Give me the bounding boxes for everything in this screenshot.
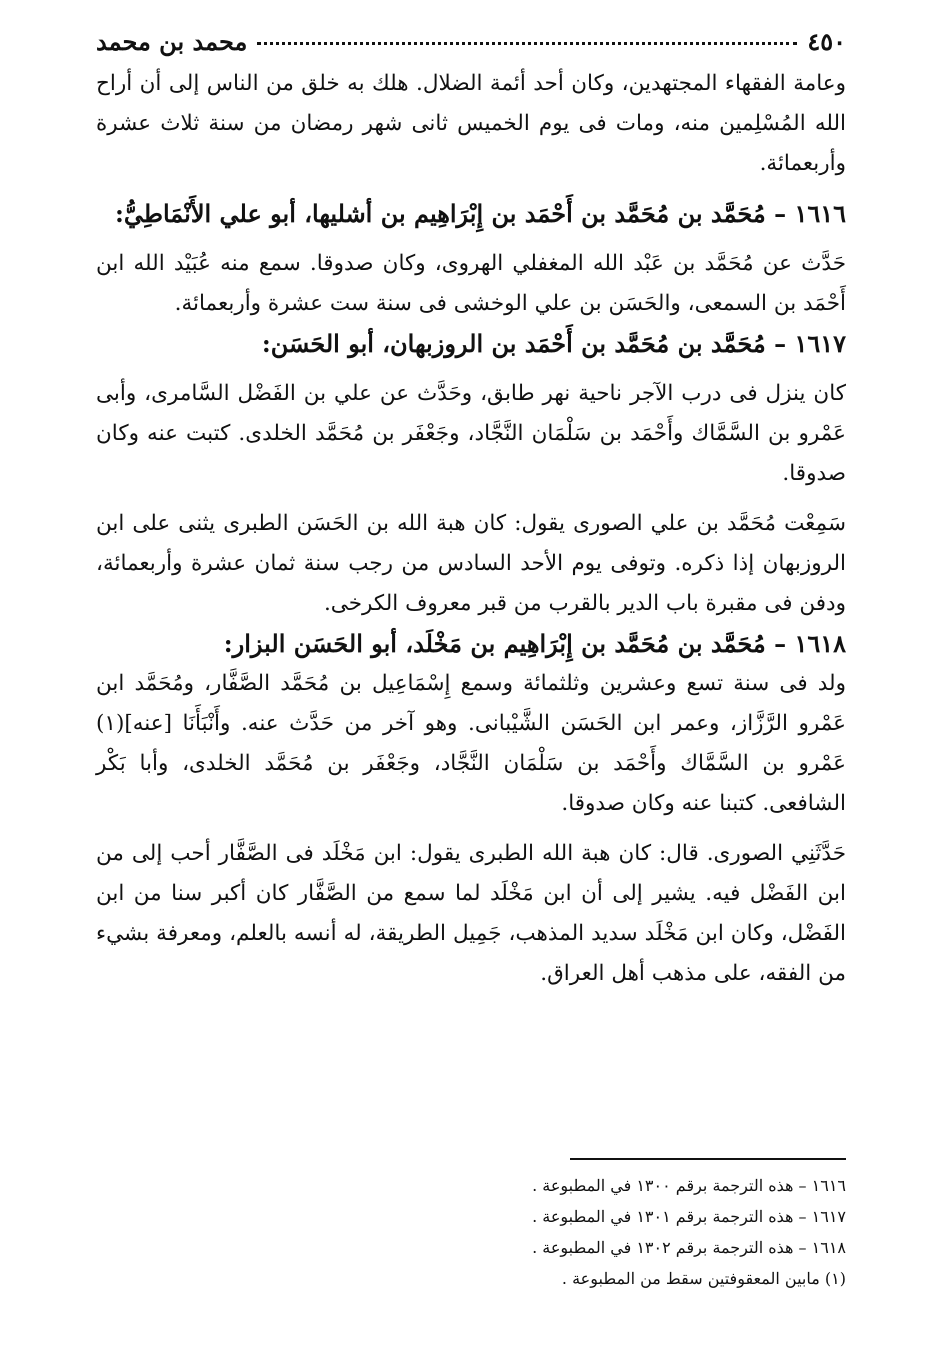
page-number: ٤٥٠ xyxy=(807,26,846,56)
footnote-line: ١٦١٨ – هذه الترجمة برقم ١٣٠٢ في المطبوعة . xyxy=(532,1238,846,1257)
entry-title: ١٦١٦ – مُحَمَّد بن مُحَمَّد بن أَحْمَد بن إِبْرَاهِيم بن أشليها، أبو علي الأَنْمَاطِيُّ: xyxy=(114,199,846,228)
footnote-line: ١٦١٦ – هذه الترجمة برقم ١٣٠٠ في المطبوعة . xyxy=(532,1176,846,1195)
running-title: محمد بن محمد xyxy=(96,26,248,56)
footnote-line: ١٦١٧ – هذه الترجمة برقم ١٣٠١ في المطبوعة . xyxy=(532,1207,846,1226)
entry-paragraph: حَدَّث عن مُحَمَّد بن عَبْد الله المغفلي الهروى، وكان صدوقا. سمع منه عُبَيْد الله ابن أَحْمَد بن السمعى، والحَسَن بن علي الوخشى فى سنة ست عشرة وأربعمائة. xyxy=(96,251,846,316)
entry-paragraph: حَدَّثَنِي الصورى. قال: كان هبة الله الطبرى يقول: ابن مَخْلَد فى الصَّفَّار أحب إلى من ابن الفَضْل فيه. يشير إلى أن ابن مَخْلَد لما سمع من الصَّفَّار كان أكبر سنا من ابن الفَضْل، وكان ابن مَخْلَد سديد المذهب، جَمِيل الطريقة، له أنسه بالعلم، ومعرفة بشيء من الفقه، على مذهب أهل العراق. xyxy=(96,841,846,986)
entry-1618 xyxy=(96,624,846,994)
entry-paragraph: كان ينزل فى درب الآجر ناحية نهر طابق، وحَدَّث عن علي بن الفَضْل السَّامرى، وأبى عَمْرو بن السَّمَّاك وأَحْمَد بن سَلْمَان النَّجَّاد، وجَعْفَر بن مُحَمَّد الخلدى. كتبت عنه وكان صدوقا. xyxy=(96,381,846,486)
header-dotted-leader xyxy=(257,42,797,45)
footnotes xyxy=(96,1158,846,1294)
entry-paragraph: ولد فى سنة تسع وعشرين وثلثمائة وسمع إِسْمَاعِيل بن مُحَمَّد الصَّفَّار، ومُحَمَّد ابن عَمْرو الرَّزَّاز، وعمر ابن الحَسَن الشَّيْبانى. وهو آخر من حَدَّث عنه. وأَنْبَأَنَا [عنه](١) عَمْرو بن السَّمَّاك وأَحْمَد بن سَلْمَان النَّجَّاد، وجَعْفَر بن مُحَمَّد الخلدى، وأبا بَكْر الشافعى. كتبنا عنه وكان صدوقا. xyxy=(96,671,846,816)
intro-paragraph: وعامة الفقهاء المجتهدين، وكان أحد أئمة الضلال. هلك به خلق من الناس إلى أن أراح الله المُسْلِمين منه، ومات فى يوم الخميس ثانى شهر رمضان من سنة ثلاث عشرة وأربعمائة. xyxy=(96,71,846,176)
footnote-rule xyxy=(570,1158,846,1160)
page-body xyxy=(96,26,846,994)
entry-1617 xyxy=(96,324,846,624)
page-header xyxy=(96,26,846,56)
entry-title: ١٦١٨ – مُحَمَّد بن مُحَمَّد بن إِبْرَاهِيم بن مَخْلَد، أبو الحَسَن البزار: xyxy=(223,629,846,658)
entry-title: ١٦١٧ – مُحَمَّد بن مُحَمَّد بن أَحْمَد بن الروزبهان، أبو الحَسَن: xyxy=(261,329,846,358)
footnote-line: (١) مابين المعقوفتين سقط من المطبوعة . xyxy=(561,1269,846,1288)
entry-1616 xyxy=(96,194,846,324)
entry-paragraph: سَمِعْت مُحَمَّد بن علي الصورى يقول: كان هبة الله بن الحَسَن الطبرى يثنى على ابن الروزبهان إذا ذكره. وتوفى يوم الأحد السادس من رجب سنة ثمان عشرة وأربعمائة، ودفن فى مقبرة باب الدير بالقرب من قبر معروف الكرخى. xyxy=(96,511,846,616)
